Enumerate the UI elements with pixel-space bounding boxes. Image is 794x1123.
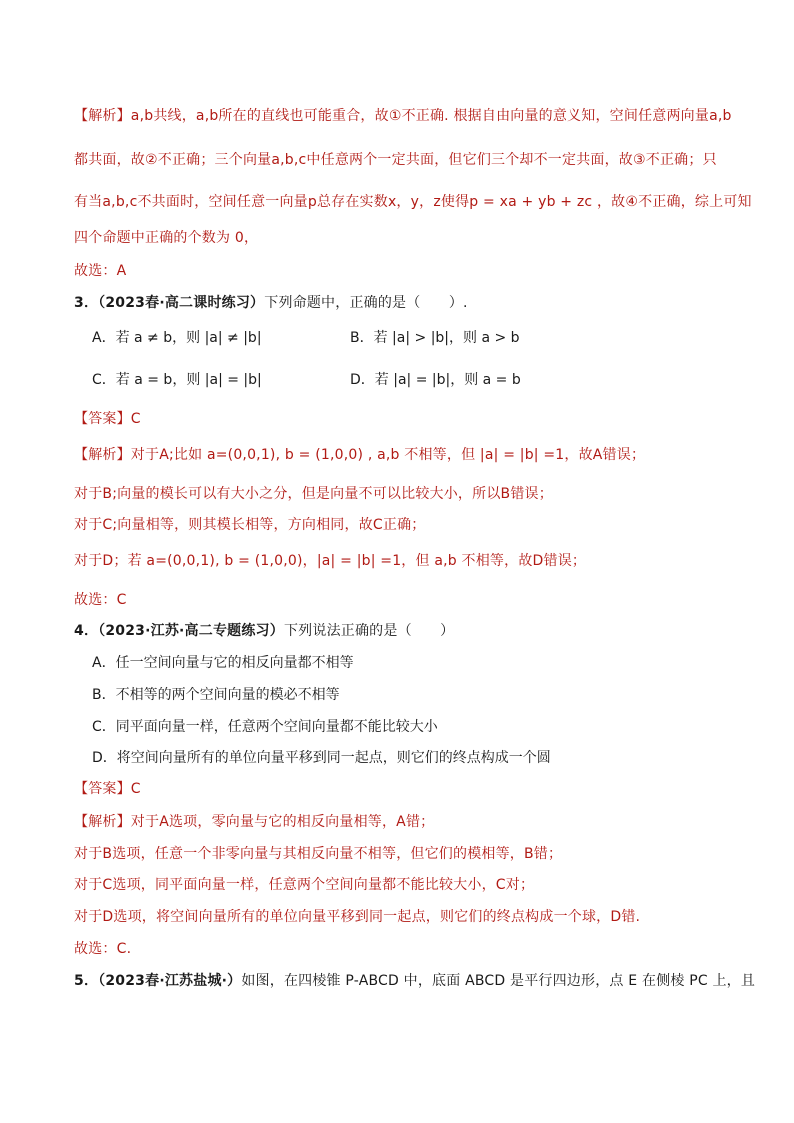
q4-option-c: C．同平面向量一样，任意两个空间向量都不能比较大小 [92,719,438,735]
q4-source: （2023·江苏·高二专题练习） [98,623,284,639]
q4-choose: 故选：C. [74,941,132,957]
q3-analysis-line-4: 对于D；若 a=(0,0,1), b = (1,0,0)，|a| = |b| =1，但 a,b 不相等，故D错误； [74,553,587,569]
q2-analysis-line-2: 都共面，故②不正确；三个向量a,b,c中任意两个一定共面，但它们三个却不一定共面，故③不正确；只 [74,152,717,168]
q3-heading [74,293,724,313]
q4-answer: 【答案】C [74,781,141,797]
q5-source: （2023春·江苏盐城·） [98,973,242,989]
q2-answer-line: 故选：A [74,263,127,279]
q4-stem: 下列说法正确的是（ ） [283,623,455,639]
q3-answer: 【答案】C [74,411,141,427]
q4-analysis-line-2: 对于B选项，任意一个非零向量与其相反向量不相等，但它们的模相等，B错； [74,846,563,862]
q3-option-c: C．若 a = b，则 |a| = |b| [92,372,262,388]
q3-source: （2023春·高二课时练习） [98,295,265,311]
q2-analysis-line-3: 有当a,b,c不共面时，空间任意一向量p总存在实数x，y，z使得p = xa + yb + zc ，故④不正确，综上可知 [74,194,752,210]
q4-option-b: B．不相等的两个空间向量的模必不相等 [92,687,340,703]
q4-heading [74,621,724,641]
q4-number: 4． [74,623,99,639]
q4-analysis-line-4: 对于D选项，将空间向量所有的单位向量平移到同一起点，则它们的终点构成一个球，D错. [74,909,641,925]
q3-stem: 下列命题中，正确的是（ ）. [264,295,468,311]
q4-option-d: D．将空间向量所有的单位向量平移到同一起点，则它们的终点构成一个圆 [92,750,551,766]
q4-analysis-line-1: 【解析】对于A选项，零向量与它的相反向量相等，A错； [74,814,435,830]
q3-analysis-line-1: 【解析】对于A;比如 a=(0,0,1), b = (1,0,0) , a,b 不相等，但 |a| = |b| =1，故A错误； [74,447,646,463]
q5-number: 5． [74,973,99,989]
q5-stem: 如图，在四棱锥 P-ABCD 中，底面 ABCD 是平行四边形，点 E 在侧棱 PC 上，且 [241,973,756,989]
q3-option-b: B．若 |a| > |b|，则 a > b [350,330,520,346]
q3-choose: 故选：C [74,592,127,608]
q2-analysis-line-1: 【解析】a,b共线，a,b所在的直线也可能重合，故①不正确. 根据自由向量的意义知，空间任意两向量a,b [74,108,732,124]
q2-analysis-line-4: 四个命题中正确的个数为 0， [74,230,259,246]
q3-number: 3． [74,295,99,311]
q3-option-a: A．若 a ≠ b，则 |a| ≠ |b| [92,330,262,346]
q5-heading [74,971,756,991]
q3-analysis-line-2: 对于B;向量的模长可以有大小之分，但是向量不可以比较大小，所以B错误； [74,486,553,502]
q3-option-d: D．若 |a| = |b|，则 a = b [350,372,521,388]
q4-option-a: A．任一空间向量与它的相反向量都不相等 [92,655,354,671]
q3-analysis-line-3: 对于C;向量相等，则其模长相等，方向相同，故C正确； [74,517,426,533]
q4-analysis-line-3: 对于C选项，同平面向量一样，任意两个空间向量都不能比较大小，C对； [74,877,535,893]
